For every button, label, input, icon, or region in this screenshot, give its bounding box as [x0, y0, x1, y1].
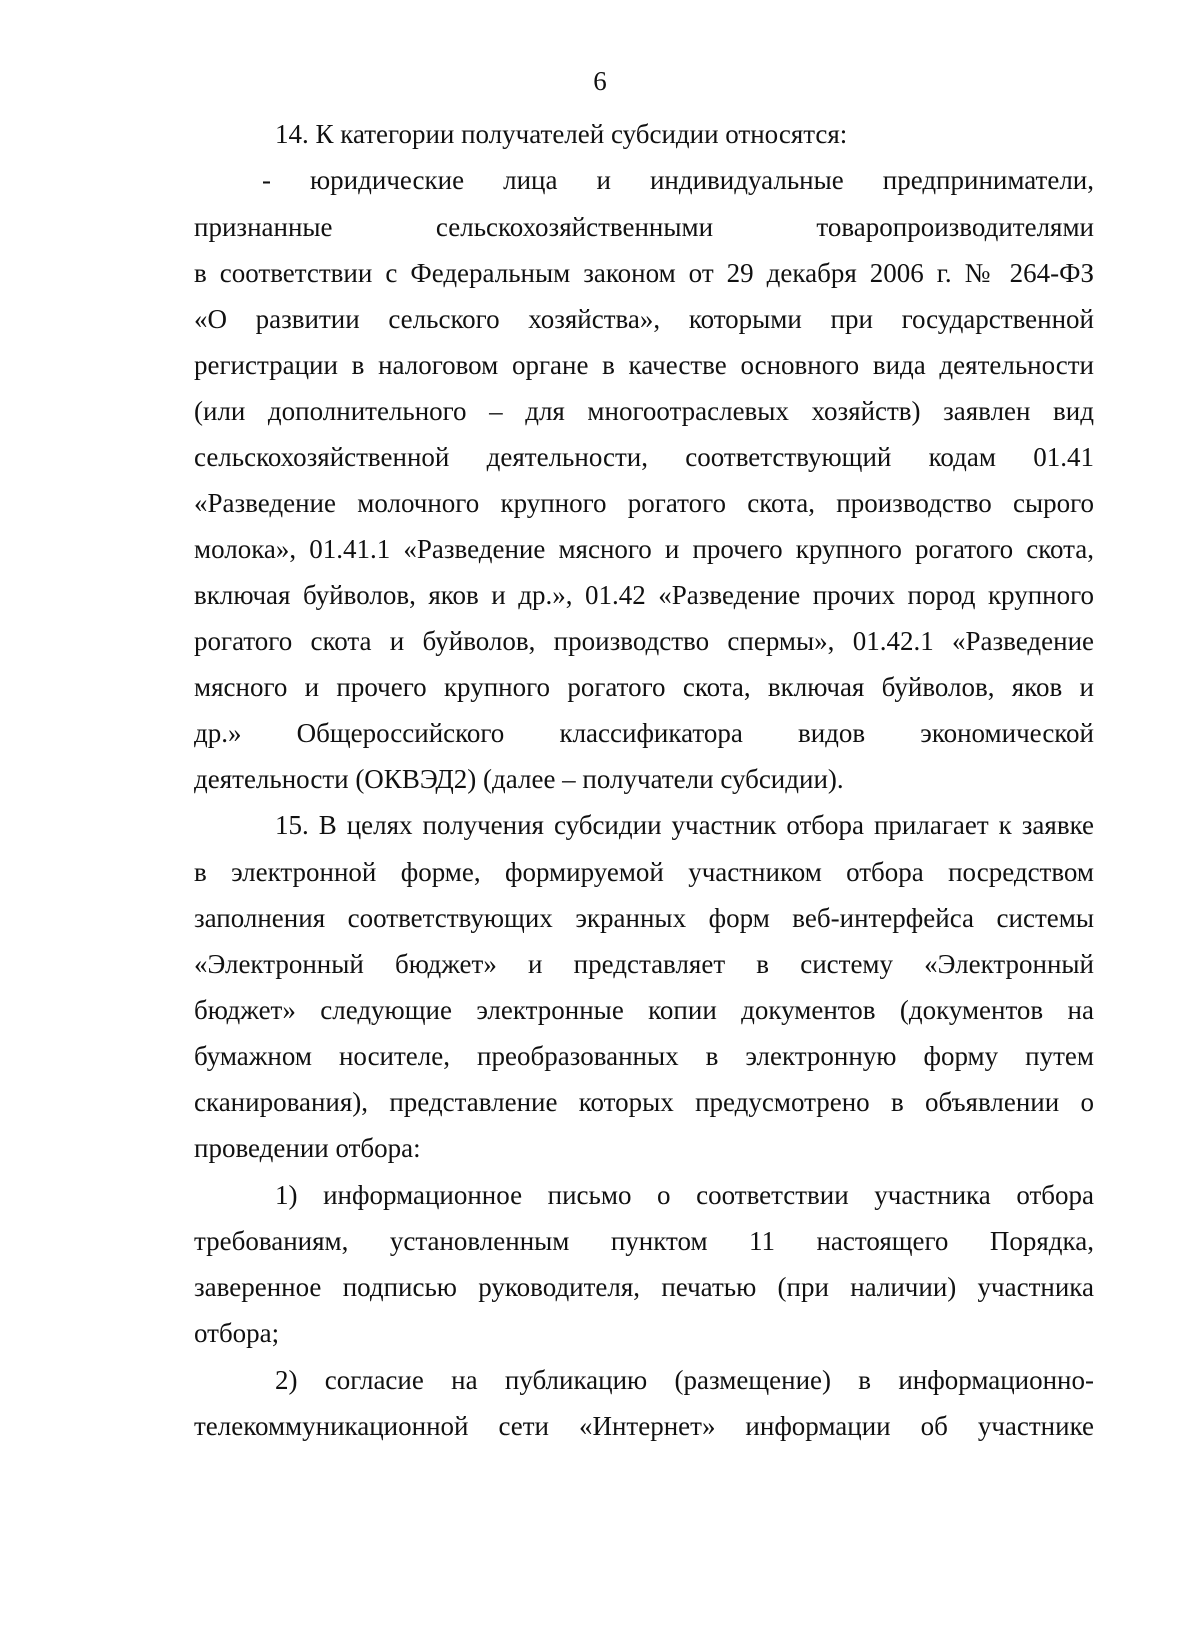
page-number: 6 [593, 66, 607, 96]
text-line: сканирования), представление которых предусмотрено в объявлении о [194, 1087, 1094, 1117]
text-line: «Разведение молочного крупного рогатого скота, производство сырого [194, 488, 1094, 518]
text-line: рогатого скота и буйволов, производство спермы», 01.42.1 «Разведение [194, 626, 1094, 656]
text-line: мясного и прочего крупного рогатого скота, включая буйволов, яков и [194, 672, 1094, 702]
text-line: «Электронный бюджет» и представляет в систему «Электронный [194, 949, 1094, 979]
text-line: отбора; [194, 1318, 280, 1348]
text-line: заверенное подписью руководителя, печатью (при наличии) участника [194, 1272, 1094, 1302]
text-line: 2) согласие на публикацию (размещение) в информационно- [275, 1365, 1094, 1395]
text-line: проведении отбора: [194, 1133, 421, 1163]
text-line: «О развитии сельского хозяйства», которыми при государственной [194, 304, 1094, 334]
text-line: заполнения соответствующих экранных форм веб-интерфейса системы [194, 903, 1094, 933]
text-line: бумажном носителе, преобразованных в электронную форму путем [194, 1041, 1094, 1071]
text-line: сельскохозяйственной деятельности, соответствующий кодам 01.41 [194, 442, 1094, 472]
text-line: молока», 01.41.1 «Разведение мясного и прочего крупного рогатого скота, [194, 534, 1094, 564]
text-line: (или дополнительного – для многоотраслевых хозяйств) заявлен вид [194, 396, 1094, 426]
text-line: 14. К категории получателей субсидии относятся: [275, 119, 848, 149]
text-line: в электронной форме, формируемой участником отбора посредством [194, 857, 1094, 887]
text-line: деятельности (ОКВЭД2) (далее – получатели субсидии). [194, 764, 844, 794]
text-line: др.» Общероссийского классификатора видов экономической [194, 718, 1094, 748]
text-line: 15. В целях получения субсидии участник отбора прилагает к заявке [275, 810, 1094, 840]
text-line: телекоммуникационной сети «Интернет» информации об участнике [194, 1411, 1094, 1441]
text-line: бюджет» следующие электронные копии документов (документов на [194, 995, 1094, 1025]
text-line: 1) информационное письмо о соответствии участника отбора [275, 1180, 1094, 1210]
text-line: - юридические лица и индивидуальные предприниматели, [262, 165, 1094, 195]
text-line: регистрации в налоговом органе в качестве основного вида деятельности [194, 350, 1094, 380]
text-line: требованиям, установленным пунктом 11 настоящего Порядка, [194, 1226, 1094, 1256]
text-line: в соответствии с Федеральным законом от 29 декабря 2006 г. № 264-ФЗ [194, 258, 1094, 288]
text-line: признанные сельскохозяйственными товаропроизводителями [194, 212, 1094, 242]
text-line: включая буйволов, яков и др.», 01.42 «Разведение прочих пород крупного [194, 580, 1094, 610]
